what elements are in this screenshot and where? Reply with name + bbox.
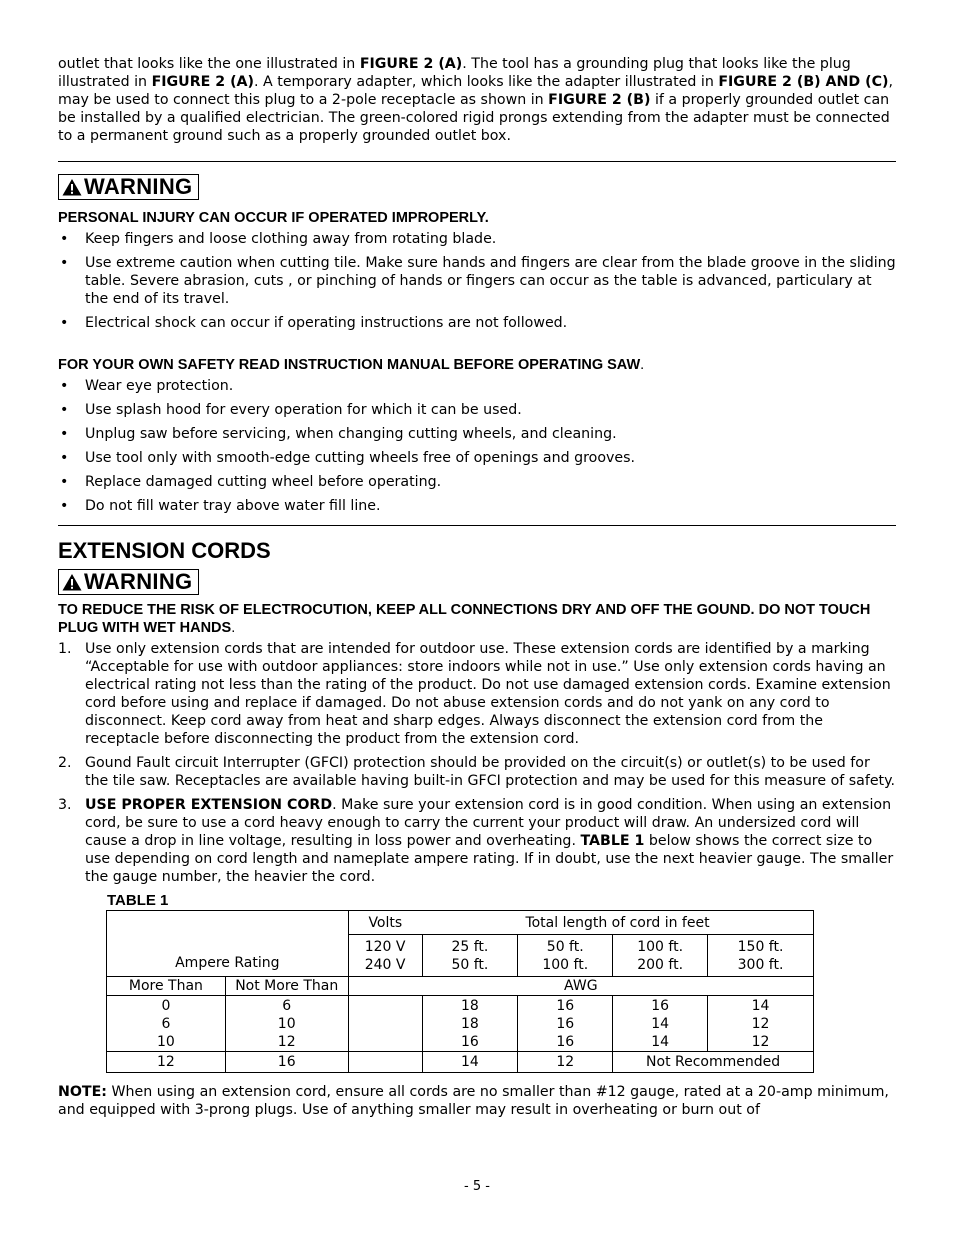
gauge-value: 14	[422, 1052, 518, 1073]
not-more-than-value: 12	[277, 1033, 296, 1050]
length-value: 300 ft.	[737, 956, 784, 973]
extension-cord-table	[106, 910, 814, 1073]
list-item	[58, 796, 896, 886]
length-cell	[422, 935, 518, 977]
note-label: NOTE:	[58, 1084, 107, 1100]
figure-ref: FIGURE 2 (A)	[359, 56, 463, 72]
page-number: - 5 -	[464, 1179, 490, 1194]
length-cell	[613, 935, 708, 977]
warning-label: WARNING	[84, 174, 193, 199]
gauge-value: 18	[461, 1015, 479, 1032]
list-item: • Electrical shock can occur if operating instructions are not followed.	[58, 314, 896, 332]
list-item: • Do not fill water tray above water fill line.	[58, 497, 896, 515]
item-number: 1.	[58, 641, 72, 657]
warning-heading: PERSONAL INJURY CAN OCCUR IF OPERATED IMPROPERLY.	[58, 210, 489, 226]
grounding-paragraph	[58, 55, 896, 145]
note-paragraph	[58, 1083, 896, 1119]
voltage-cell	[348, 935, 422, 977]
not-recommended-cell: Not Recommended	[613, 1052, 814, 1073]
table-row	[107, 996, 814, 1052]
gauge-value: 14	[651, 1015, 670, 1032]
table-cell	[348, 996, 422, 1052]
length-value: 100 ft.	[637, 938, 684, 955]
more-than-value: 0	[161, 997, 171, 1014]
length-value: 100 ft.	[542, 956, 589, 973]
figure-ref: FIGURE 2 (B) AND (C)	[718, 74, 889, 90]
gauge-value: 16	[556, 1033, 575, 1050]
manual-page	[58, 55, 896, 1119]
voltage-value: 120 V	[364, 938, 406, 955]
gauge-value: 12	[751, 1033, 770, 1050]
table-cell	[613, 996, 708, 1052]
safety-list	[58, 377, 896, 515]
figure-ref: FIGURE 2 (B)	[548, 92, 651, 108]
figure-ref: FIGURE 2 (A)	[151, 74, 255, 90]
table-label: TABLE 1	[107, 892, 169, 909]
more-than-value: 12	[107, 1052, 226, 1073]
item-bold: USE PROPER EXTENSION CORD	[85, 797, 333, 813]
table-cell	[422, 996, 518, 1052]
warning-heading-period: .	[231, 620, 236, 636]
item-text: Use only extension cords that are intended for outdoor use. These extension cords are identified by a marking “Acceptable for use with outdoor appliances: store indoors while not in use.” Use only extension cords having an electrical rating not less than the rating of the product. Do not use damaged extension cords. Examine extension cord before using and replace if damaged. Do not abuse extension cords and do not yank on any cord to disconnect. Keep cord away from heat and sharp edges. Always disconnect the extension cord from the receptacle before disconnecting the product from the extension cord.	[85, 641, 891, 747]
table-ref: TABLE 1	[580, 833, 645, 849]
table-cell	[107, 911, 349, 935]
list-item: • Unplug saw before servicing, when changing cutting wheels, and cleaning.	[58, 425, 896, 443]
ampere-rating-header: Ampere Rating	[107, 935, 349, 977]
not-more-than-value: 10	[277, 1015, 296, 1032]
gauge-value: 14	[651, 1033, 670, 1050]
extension-cord-list	[58, 640, 896, 886]
length-value: 200 ft.	[637, 956, 684, 973]
gauge-value: 16	[556, 1015, 575, 1032]
intro-text: . The tool has a grounding plug that looks like the plug illustrated in	[58, 56, 851, 90]
item-text: . Make sure your extension cord is in good condition. When using an extension cord, be sure to use a cord heavy enough to carry the current your product will draw. An undersized cord will cause a drop in line voltage, resulting in loss power and overheating.	[85, 797, 892, 849]
warning-label: WARNING	[84, 569, 193, 594]
list-item: • Use tool only with smooth-edge cutting wheels free of openings and grooves.	[58, 449, 896, 467]
more-than-value: 10	[156, 1033, 175, 1050]
table-header-row	[107, 977, 814, 996]
list-item: • Use extreme caution when cutting tile. Make sure hands and fingers are clear from the blade groove in the sliding table. Severe abrasion, cuts , or pinching of hands or fingers can occur as the table is advanced, particulary at the end of its travel.	[58, 254, 896, 308]
list-item: • Keep fingers and loose clothing away from rotating blade.	[58, 230, 896, 248]
gauge-value: 18	[461, 997, 479, 1014]
gauge-value: 14	[751, 997, 770, 1014]
volts-header: Volts	[348, 911, 422, 935]
awg-header: AWG	[348, 977, 813, 996]
safety-heading-text: FOR YOUR OWN SAFETY READ INSTRUCTION MANUAL BEFORE OPERATING SAW	[58, 357, 641, 373]
table-header-row	[107, 911, 814, 935]
gauge-value: 12	[751, 1015, 770, 1032]
list-item: • Wear eye protection.	[58, 377, 896, 395]
not-more-than-value: 6	[282, 997, 292, 1014]
table-row	[107, 1052, 814, 1073]
voltage-value: 240 V	[364, 956, 406, 973]
safety-heading	[58, 356, 896, 374]
warning-list	[58, 230, 896, 332]
length-value: 25 ft.	[451, 938, 489, 955]
list-item	[58, 754, 896, 790]
note-text: When using an extension cord, ensure all cords are no smaller than #12 gauge, rated at a 20-amp minimum, and equipped with 3-prong plugs. Use of anything smaller may result in overheating or burn out of	[58, 1084, 889, 1118]
intro-text: . A temporary adapter, which looks like the adapter illustrated in	[254, 74, 719, 90]
section-divider	[58, 525, 896, 526]
table-cell	[518, 996, 613, 1052]
not-more-than-value: 16	[225, 1052, 348, 1073]
not-more-than-header: Not More Than	[225, 977, 348, 996]
list-item: • Use splash hood for every operation for which it can be used.	[58, 401, 896, 419]
length-header: Total length of cord in feet	[422, 911, 813, 935]
warning-badge	[58, 569, 199, 595]
list-item	[58, 640, 896, 748]
item-number: 2.	[58, 755, 72, 771]
item-text: below shows the correct size to use depending on cord length and nameplate ampere rating. If in doubt, use the next heavier gauge. The smaller the gauge number, the heavier the cord.	[85, 833, 894, 885]
table-header-row	[107, 935, 814, 977]
length-value: 50 ft.	[451, 956, 489, 973]
electrocution-warning-heading	[58, 601, 896, 637]
table-cell	[225, 996, 348, 1052]
gauge-value: 16	[461, 1033, 479, 1050]
intro-text: outlet that looks like the one illustrated in	[58, 56, 360, 72]
warning-triangle-icon	[62, 573, 82, 591]
warning-triangle-icon	[62, 178, 82, 196]
table-cell	[708, 996, 814, 1052]
gauge-value: 12	[518, 1052, 613, 1073]
item-number: 3.	[58, 797, 72, 813]
table-cell	[348, 1052, 422, 1073]
warning-heading-text: TO REDUCE THE RISK OF ELECTROCUTION, KEEP ALL CONNECTIONS DRY AND OFF THE GOUND. DO NOT TOUCH PLUG WITH WET HANDS	[58, 602, 871, 636]
gauge-value: 16	[651, 997, 670, 1014]
length-cell	[708, 935, 814, 977]
more-than-value: 6	[161, 1015, 171, 1032]
item-text: Gound Fault circuit Interrupter (GFCI) protection should be provided on the circuit(s) or outlet(s) to be used for the tile saw. Receptacles are available having built-in GFCI protection and may be used for this measure of safety.	[85, 755, 896, 789]
table-cell	[107, 996, 226, 1052]
length-cell	[518, 935, 613, 977]
length-value: 50 ft.	[546, 938, 584, 955]
gauge-value: 16	[556, 997, 575, 1014]
intro-text: if a properly grounded outlet can be installed by a qualified electrician. The green-colored rigid prongs extending from the adapter must be connected to a permanent ground such as a properly grounded outlet box.	[58, 92, 890, 144]
warning-badge	[58, 174, 199, 200]
section-title: EXTENSION CORDS	[58, 538, 271, 563]
section-divider	[58, 161, 896, 162]
intro-text: , may be used to connect this plug to a 2-pole receptacle as shown in	[58, 74, 894, 108]
list-item: • Replace damaged cutting wheel before operating.	[58, 473, 896, 491]
safety-heading-period: .	[640, 357, 645, 373]
length-value: 150 ft.	[737, 938, 784, 955]
more-than-header: More Than	[107, 977, 226, 996]
